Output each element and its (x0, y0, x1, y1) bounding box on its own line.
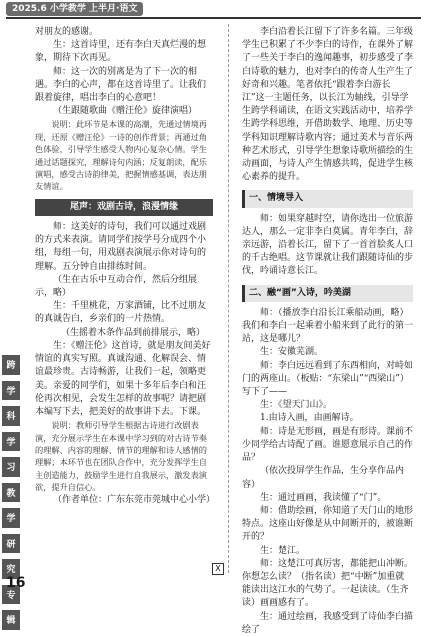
issue-date: 2025.6 (12, 4, 47, 14)
rail-char: 学 (2, 508, 20, 528)
left-para-8: 生：千里桃花，万家酒铺，比不过朋友的真诚告白，乡亲们的一片热情。 (35, 301, 207, 325)
journal-brand: 小学教学 (49, 4, 86, 14)
rail-char: 教 (2, 483, 20, 503)
rail-char: 学 (2, 432, 20, 452)
right-column (242, 26, 413, 637)
column-divider (228, 24, 229, 573)
page-number: 16 (6, 575, 26, 591)
side-rail (2, 355, 20, 636)
left-para-0: 对朋友的感谢。 (35, 27, 99, 37)
rail-char: 学 (2, 381, 20, 401)
right-para-7: 生：《望天门山》。 (260, 400, 333, 411)
rail-char: 究 (2, 559, 20, 579)
rail-char: 辑 (2, 610, 20, 630)
header-rule (6, 17, 421, 19)
right-para-13: 生：楚江。 (260, 545, 306, 556)
right-para-14: 师：这楚江可真厉害，都能把山冲断。你想怎么读？（指名读）把“中断”加重就能读出这江水的气势了。一起读读。（生齐读）画画感有了。 (242, 558, 414, 609)
right-para-11: 生：通过画画，我读懂了“门”。 (260, 492, 387, 503)
rail-char: 科 (2, 406, 20, 426)
right-para-2: 师：如果穿越时空，请你选出一位旅游达人，那么一定非李白莫属。青年李白，辞亲远游，沿着长江，留下了一首首脍炙人口的千古绝唱。这节课就让我们跟随诗仙的步伐，吟诵诗意长江。 (242, 213, 414, 277)
right-para-0: 李白沿着长江留下了许多名篇。三年级学生已积累了不少李白的诗作，在课外了解了一些关于李白的逸闻趣事，初步感受了李白诗歌的魅力，也对李白的传奇人生产生了好奇和兴趣。笔者依托“跟着李白游长江”这一主题任务，以长江为轴线，引导学生跨学科诵读，在语文实践活动中，培养学生跨学科思维，开借助数学、地理、历史等学科知识理解诗歌内容；通过美术与音乐两种艺术形式，引导学生想象诗歌所描绘的生动画面，与诗人产生情感共鸣，促进学生核心素养的提升。 (242, 27, 414, 183)
journal-issue: 上半月·语文 (89, 4, 138, 14)
right-para-9: 师：诗是无形画，画是有形诗。课前不少同学给古诗配了画。谁愿意展示自己的作品？ (242, 426, 414, 464)
right-para-5: 生：安徽芜湖。 (260, 347, 324, 358)
section-2-title: 二、融“画”入诗，吟美湖 (242, 285, 413, 302)
column-end-marker: X (212, 563, 224, 575)
right-para-12: 师：借助绘画，你知道了天门山的地形特点。这座山好像是从中间断开的，被谁断开的？ (242, 505, 414, 543)
left-para-3: （生跟随歌曲《赠汪伦》旋律演唱） (53, 106, 198, 117)
left-para-7: （生在古乐中互动合作，然后分组展示，略） (35, 274, 198, 299)
rail-char: 习 (2, 457, 20, 477)
left-note-1: 说明：此环节是本课的高潮，先通过情境再现，还原《赠汪伦》一诗的创作背景；再通过角色体验，引导学生感受人物内心复杂心情。学生通过话题探究，理解诗句内涵；反复朗读，配乐演唱，感受古诗韵律美，把握情感基调，表达朋友情谊。 (35, 119, 207, 192)
left-para-10: 生：《赠汪伦》这首诗，就是朋友间美好情谊的真实写照。真诚沟通、化解误会、情谊最珍贵。古诗畅游，让我们一起，领略更美。亲爱的同学们，如果十多年后李白和汪伦再次相见，会发生怎样的故事呢？请把剧本编写下去，把美好的故事讲下去。下课。 (35, 340, 211, 417)
left-column (35, 26, 216, 507)
right-para-4: 师：（播放李白沿长江乘船动画，略）我们和李白一起乘着小船来到了此行的第一站，这是哪儿？ (242, 307, 414, 345)
left-para-2: 师：这一次的别离是为了下一次的相遇。李白的心声，都在这首诗里了。让我们跟着旋律，唱出李白的心意吧！ (35, 66, 207, 104)
author-affiliation: （作者单位：广东东莞市莞城中心小学） (53, 494, 216, 505)
journal-pill (6, 2, 143, 16)
left-para-6: 师：这美好的诗句，我们可以通过戏剧的方式来表演。请同学们按学号分成四个小组，每组一句，用戏剧表演展示你对诗句的理解。五分钟自由排练时间。 (35, 222, 207, 272)
left-para-1: 生：这首诗里，还有李白天真烂漫的想象，期待下次再见。 (35, 40, 207, 64)
rail-char: 研 (2, 534, 20, 554)
left-note-2: 说明：教师引导学生根据古诗进行改剧表演，充分展示学生在本课中学习到的对古诗节奏的理解、内容的理解、情节的理解和诗人感情的理解；本环节也在团队合作中，充分发挥学生自主创造能力，鼓励学生进行自我展示，激发表演欲，提升自信心。 (35, 420, 207, 493)
right-para-6: 师：李白远远看到了东西相向，对峙如门的两座山。（板贴：“东梁山”“西梁山”）写下了—— (242, 360, 414, 398)
right-para-15: 生：通过绘画，我感受到了诗仙李白描绘了 (242, 611, 414, 635)
left-para-9: （生摇着木条作品到前排展示，略） (60, 327, 205, 338)
rail-char: 跨 (2, 355, 20, 375)
section-1-title: 一、情境导入 (242, 190, 413, 207)
right-para-10: （依次投屏学生作品，生分享作品内容） (242, 466, 405, 490)
page-header (0, 0, 427, 18)
rail-char: 专 (2, 585, 20, 605)
section-title-ending: 尾声：戏剧古诗，浪漫情缘 (35, 199, 213, 216)
right-para-8: 1.由诗入画，由画解诗。 (260, 413, 359, 424)
